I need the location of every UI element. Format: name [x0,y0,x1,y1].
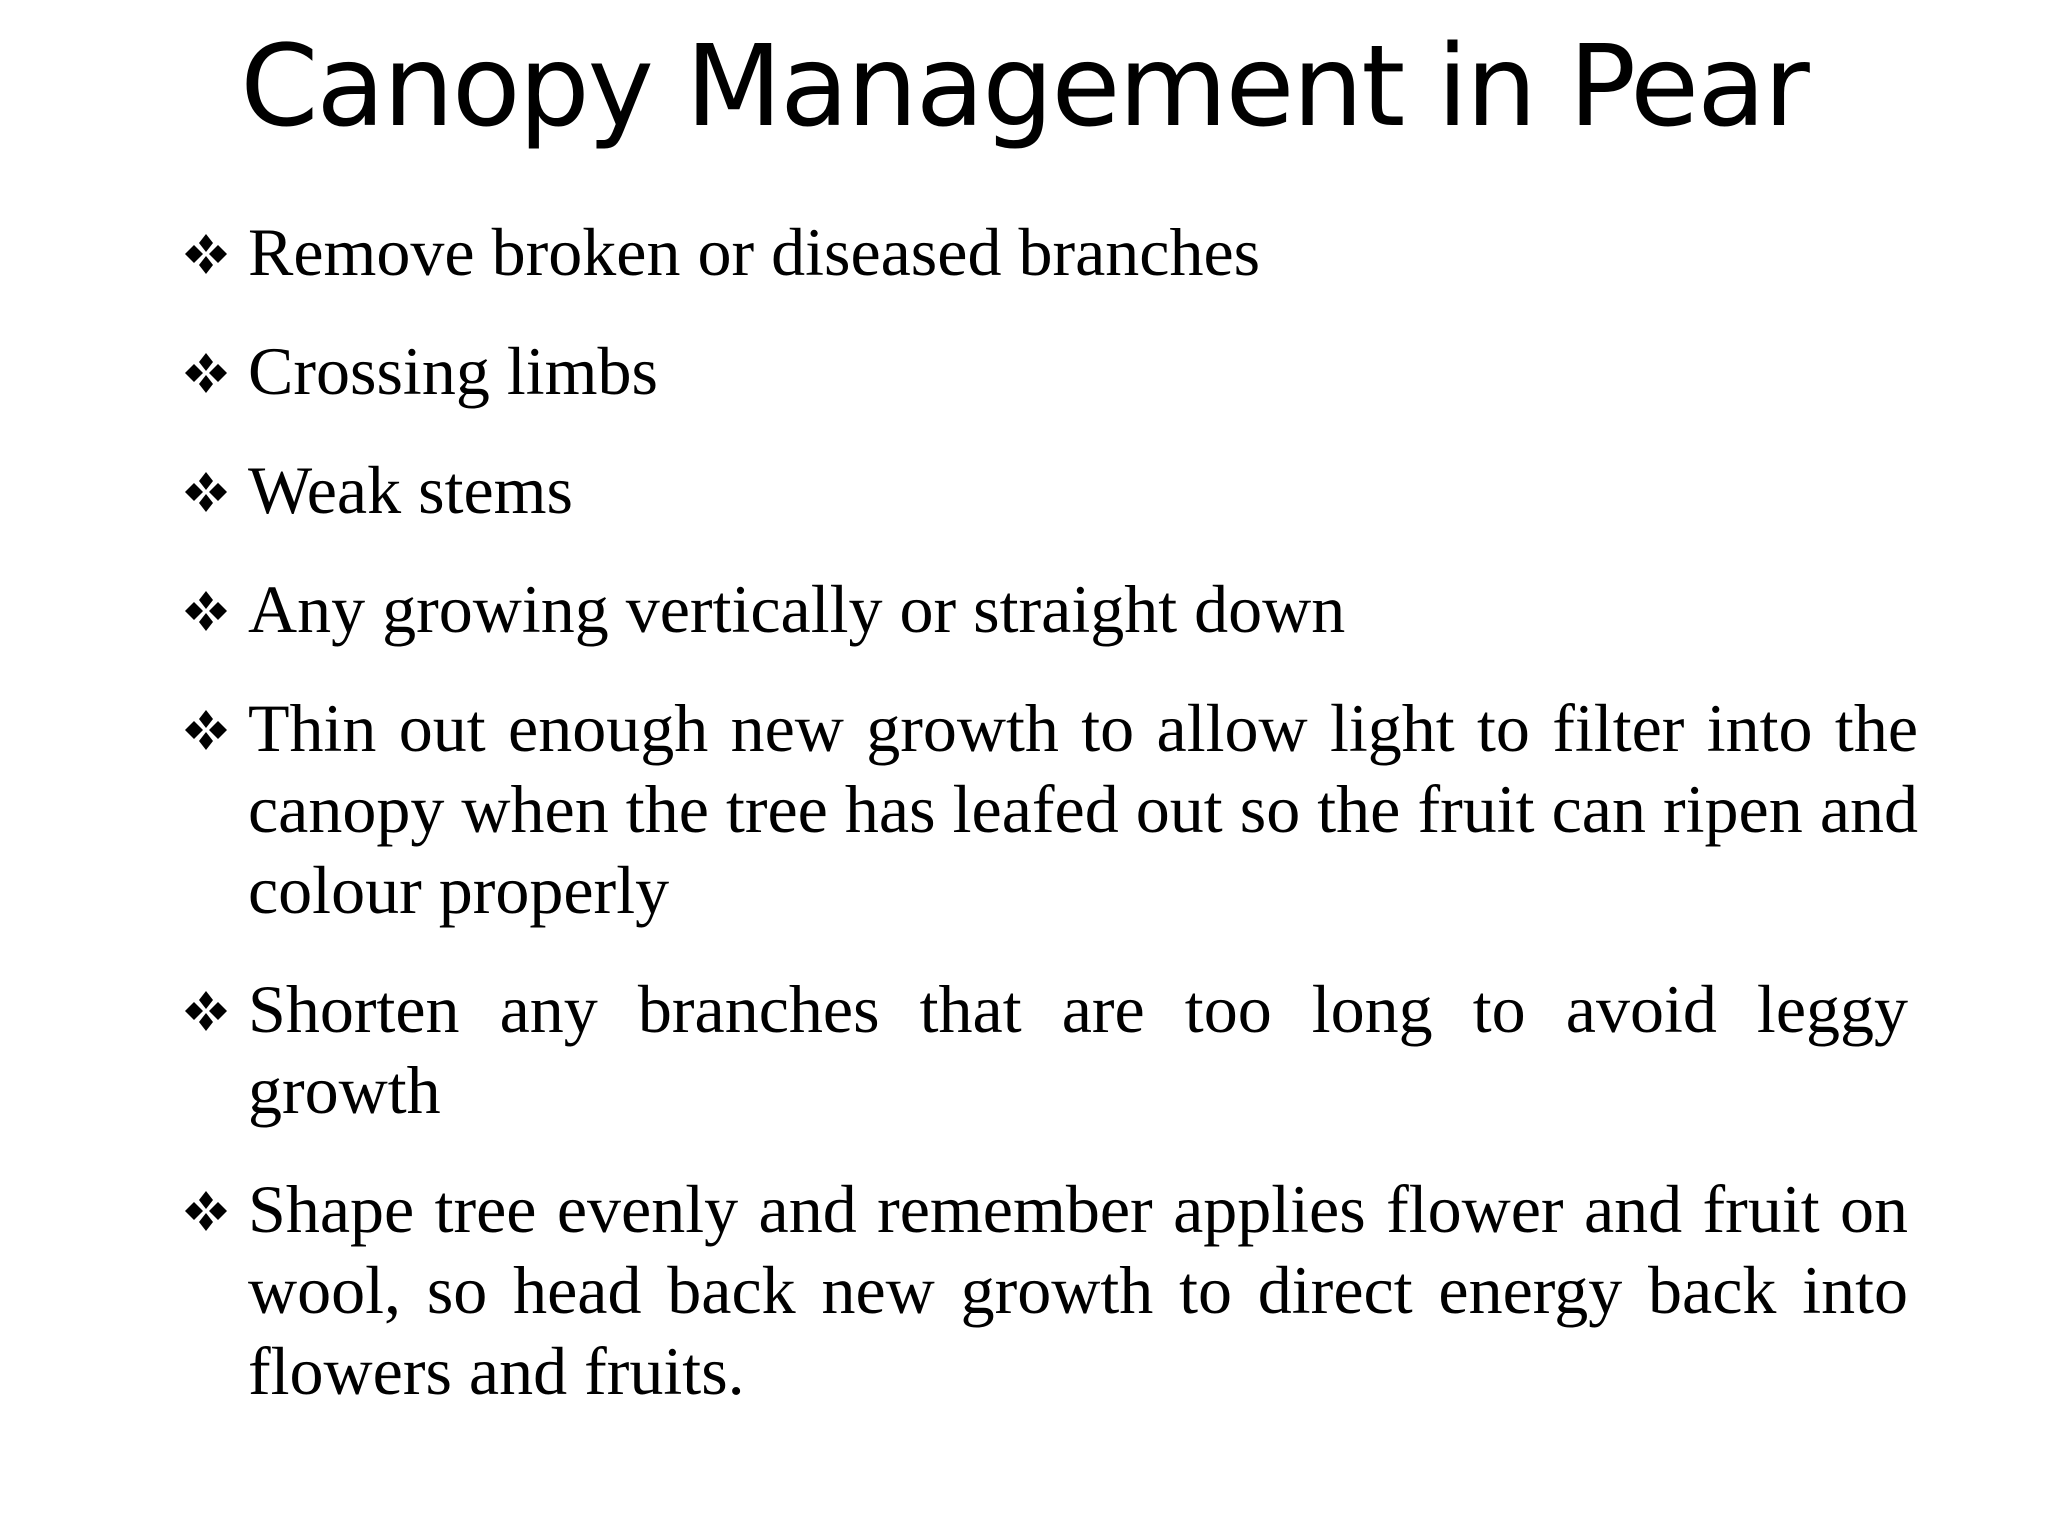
four-diamond-bullet-icon [178,708,234,752]
bullet-list [178,212,1918,1450]
slide-title: Canopy Management in Pear [240,22,1808,152]
bullet-text: Shape tree evenly and remember applies flower and fruit on wool, so head back new growth to direct energy back into flowers and fruits. [248,1171,1908,1409]
list-item [178,969,1908,1131]
four-diamond-bullet-icon [178,989,234,1033]
list-item [178,1169,1908,1412]
four-diamond-bullet-icon [178,351,234,395]
bullet-text: Thin out enough new growth to allow light to filter into the canopy when the tree has leafed out so the fruit can ripen and colour properly [248,690,1918,928]
bullet-text: Shorten any branches that are too long to avoid leggy growth [248,971,1908,1128]
four-diamond-bullet-icon [178,589,234,633]
four-diamond-bullet-icon [178,470,234,514]
list-item [178,569,1908,650]
list-item [178,688,1918,931]
list-item [178,450,1908,531]
bullet-text: Remove broken or diseased branches [248,214,1261,290]
four-diamond-bullet-icon [178,1189,234,1233]
bullet-text: Crossing limbs [248,333,658,409]
four-diamond-bullet-icon [178,232,234,276]
bullet-text: Any growing vertically or straight down [248,571,1346,647]
bullet-text: Weak stems [248,452,573,528]
list-item [178,331,1908,412]
list-item [178,212,1908,293]
